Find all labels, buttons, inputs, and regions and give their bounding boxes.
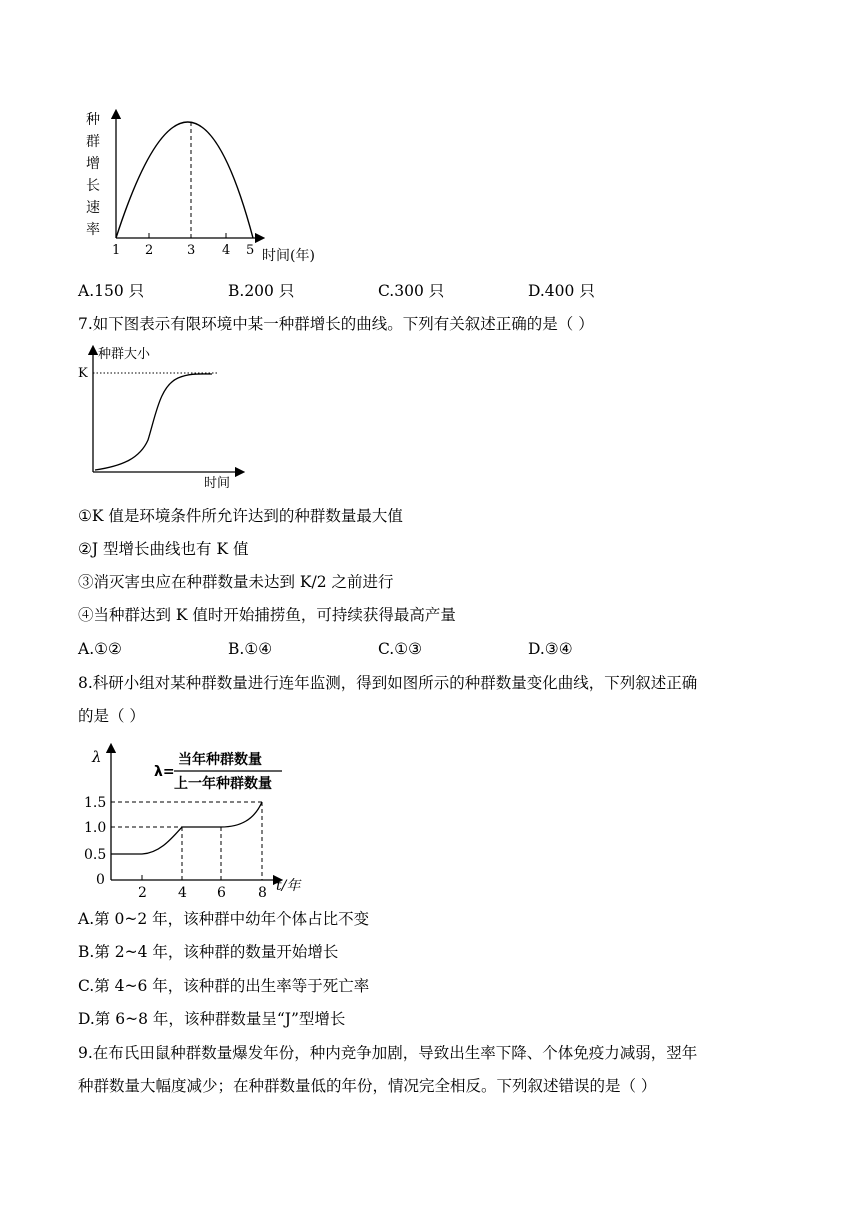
y-axis-label-char: 群 <box>86 134 100 150</box>
q6-option-c[interactable]: C.300 只 <box>378 282 445 300</box>
x-tick-label: 4 <box>222 243 231 258</box>
formula-lhs: λ= <box>154 764 175 780</box>
x-tick-label: 5 <box>246 243 255 258</box>
growth-rate-curve <box>116 122 253 238</box>
x-tick-label: 2 <box>138 885 147 900</box>
q7-stem: 7.如下图表示有限环境中某一种群增长的曲线。下列有关叙述正确的是（ ） <box>78 315 594 333</box>
y-axis-label-char: 速 <box>86 200 100 216</box>
y-axis-label: λ <box>92 748 102 766</box>
x-axis-label: t/年 <box>276 878 301 894</box>
x-tick-label: 4 <box>178 885 187 900</box>
q7-option-a[interactable]: A.①② <box>78 640 122 658</box>
q8-stem-line2: 的是（ ） <box>78 707 145 725</box>
x-tick-label: 6 <box>217 885 226 900</box>
y-tick-label: 1.5 <box>84 795 107 811</box>
q7-option-b[interactable]: B.①④ <box>228 640 273 658</box>
figure-s-curve-chart <box>78 344 258 494</box>
q7-statement-1: ①K 值是环境条件所允许达到的种群数量最大值 <box>78 507 403 525</box>
lambda-curve <box>111 802 262 854</box>
q7-statement-2: ②J 型增长曲线也有 K 值 <box>78 540 249 558</box>
q6-option-b[interactable]: B.200 只 <box>228 282 295 300</box>
x-axis-label: 时间 <box>204 476 231 491</box>
q6-option-d[interactable]: D.400 只 <box>528 282 595 300</box>
q8-option-a[interactable]: A.第 0~2 年，该种群中幼年个体占比不变 <box>78 910 370 928</box>
q7-statement-3: ③消灭害虫应在种群数量未达到 K/2 之前进行 <box>78 573 394 591</box>
s-curve <box>95 374 212 470</box>
y-axis-label-char: 长 <box>86 178 100 194</box>
q9-stem-line2: 种群数量大幅度减少；在种群数量低的年份，情况完全相反。下列叙述错误的是（ ） <box>78 1077 657 1095</box>
y-tick-label: 0 <box>96 872 105 888</box>
y-axis-label-char: 率 <box>86 222 100 238</box>
q9-stem-line1: 9.在布氏田鼠种群数量爆发年份，种内竞争加剧，导致出生率下降、个体免疫力减弱，翌年 <box>78 1044 698 1062</box>
formula-denominator: 上一年种群数量 <box>174 776 272 792</box>
formula-numerator: 当年种群数量 <box>178 752 262 768</box>
figure-growth-rate-chart <box>80 100 340 268</box>
y-axis-label-char: 种 <box>86 112 100 128</box>
y-axis-label-char: 增 <box>86 156 100 172</box>
y-tick-label: 1.0 <box>84 820 107 836</box>
q8-option-b[interactable]: B.第 2~4 年，该种群的数量开始增长 <box>78 943 339 961</box>
y-tick-label: 0.5 <box>84 847 107 863</box>
figure-lambda-chart <box>78 740 318 900</box>
q7-option-d[interactable]: D.③④ <box>528 640 573 658</box>
q7-statement-4: ④当种群达到 K 值时开始捕捞鱼，可持续获得最高产量 <box>78 606 456 624</box>
q7-option-c[interactable]: C.①③ <box>378 640 423 658</box>
x-tick-label: 3 <box>187 243 196 258</box>
q8-option-d[interactable]: D.第 6~8 年，该种群数量呈“J”型增长 <box>78 1010 346 1028</box>
y-axis-label: 种群大小 <box>98 347 151 362</box>
q6-option-a[interactable]: A.150 只 <box>78 282 145 300</box>
x-axis-label: 时间(年) <box>262 248 315 264</box>
x-tick-label: 2 <box>145 243 154 258</box>
q8-option-c[interactable]: C.第 4~6 年，该种群的出生率等于死亡率 <box>78 977 370 995</box>
k-label: K <box>78 366 88 381</box>
x-tick-label: 8 <box>258 885 267 900</box>
q8-stem-line1: 8.科研小组对某种群数量进行连年监测，得到如图所示的种群数量变化曲线，下列叙述正确 <box>78 674 698 692</box>
x-tick-label: 1 <box>112 243 121 258</box>
